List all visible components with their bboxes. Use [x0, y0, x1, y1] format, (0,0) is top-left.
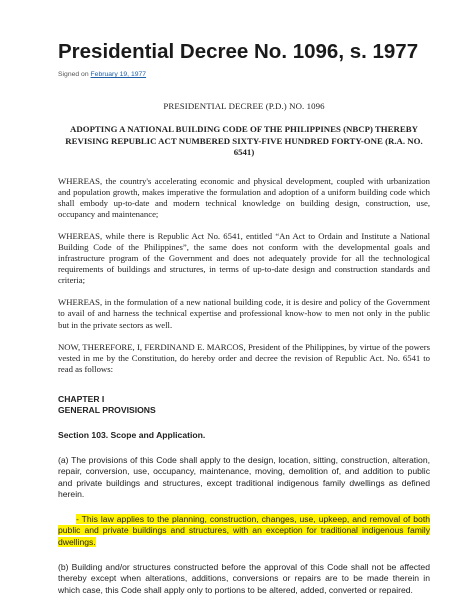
decree-subheading: ADOPTING A NATIONAL BUILDING CODE OF THE PHILIPPINES (NBCP) THEREBY REVISING REPUBLIC ACT NUMBERED SIXTY-FIVE HUNDRED FORTY-ONE (R.A. NO. 6541) [65, 124, 423, 157]
now-therefore-paragraph: NOW, THEREFORE, I, FERDINAND E. MARCOS, President of the Philippines, by virtue of the powers vested in me by the Constitution, do hereby order and decree the revision of Republic Act. No. 6541 to read as follows: [58, 341, 430, 374]
paragraph-b: (b) Building and/or structures constructed before the approval of this Code shall not be affected thereby except when alterations, additions, conversions or repairs are to be made therein in which case, this Code shall apply only to portions to be altered, added, converted or repaired. [58, 561, 430, 595]
chapter-number: CHAPTER I [58, 393, 105, 404]
decree-heading: PRESIDENTIAL DECREE (P.D.) NO. 1096 [163, 101, 325, 111]
chapter-title: GENERAL PROVISIONS [58, 404, 156, 415]
section-title: Section 103. Scope and Application. [58, 429, 206, 440]
page-title: Presidential Decree No. 1096, s. 1977 [58, 40, 419, 63]
highlighted-note [58, 514, 430, 548]
chapter-heading [58, 394, 430, 416]
signed-prefix: Signed on [58, 71, 91, 78]
signed-date-link[interactable]: February 19, 1977 [90, 71, 147, 78]
signed-line [58, 70, 430, 79]
highlighted-note-text: - This law applies to the planning, construction, changes, use, upkeep, and removal of both public and private buildings and structures, with an exception for traditional indigenous family dwellings. [58, 514, 430, 547]
paragraph-a: (a) The provisions of this Code shall apply to the design, location, sitting, construction, alteration, repair, conversion, use, occupancy, maintenance, moving, demolition of, and addition to public and private buildings and structures, except traditional indigenous family dwellings as defined herein. [58, 454, 430, 499]
whereas-paragraph-2: WHEREAS, while there is Republic Act No. 6541, entitled “An Act to Ordain and Institute a National Building Code of the Philippines”, the same does not conform with the developmental goals and infrastructure program of the Government and does not adequately provide for all the technological requirements of buildings and structures, in terms of up-to-date design and construction standards and criteria; [58, 230, 430, 286]
whereas-paragraph-1: WHEREAS, the country's accelerating economic and physical development, coupled with urbanization and population growth, makes imperative the formulation and adoption of a uniform building code which shall embody up-to-date and modern technical knowledge on building design, construction, use, occupancy and maintenance; [58, 175, 430, 219]
whereas-paragraph-3: WHEREAS, in the formulation of a new national building code, it is desire and policy of the Government to avail of and harness the technical expertise and professional know-how to men not only in the public but in the private sectors as well. [58, 297, 430, 330]
